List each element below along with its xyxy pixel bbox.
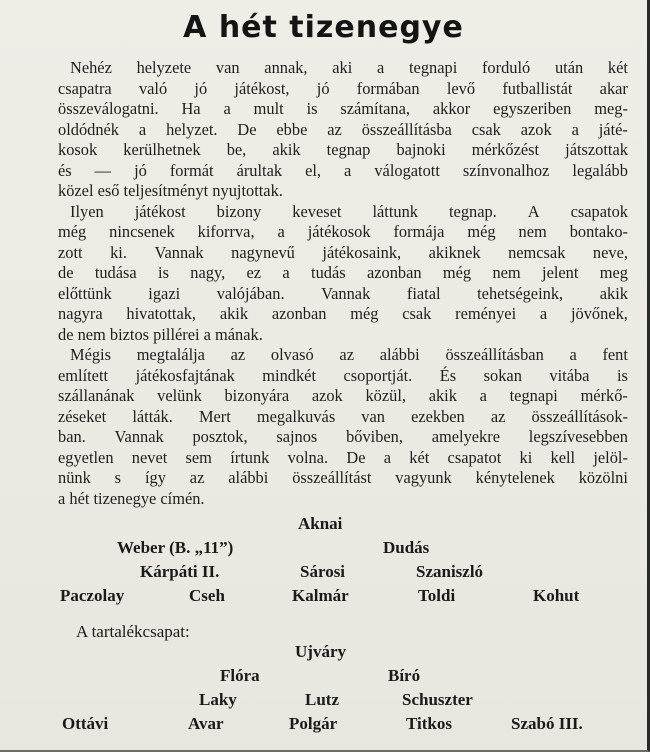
- first-team-halfback: Sárosi: [300, 562, 346, 581]
- reserve-team-forward: Szabó III.: [511, 714, 583, 733]
- article-line: ban. Vannak posztok, sajnos bőviben, amelyekre legszívesebben: [58, 427, 628, 446]
- article-line: még nincsenek kiforrva, a játékosok formája még nem bontako-: [58, 222, 628, 241]
- article-line: zott ki. Vannak nagynevű játékosaink, akiknek nemcsak neve,: [58, 242, 628, 262]
- first-team-goalkeeper: Aknai: [298, 514, 343, 533]
- article-line: említett játékosfajtának mindkét csoportját. És sokan vitába is: [58, 365, 628, 385]
- article-line: és — jó formát árultak el, a válogatott színvonalhoz legalább: [58, 160, 628, 180]
- article-line: de nem biztos pillérei a mának.: [58, 324, 263, 344]
- article-line: zéseket látták. Mert megalkuvás van ezekben az összeállítások-: [58, 406, 628, 426]
- reserve-team-forward: Avar: [188, 714, 224, 733]
- reserve-team-halfback: Laky: [199, 690, 237, 709]
- first-team-halfback: Szaniszló: [416, 562, 484, 581]
- reserve-team-heading: A tartalékcsapat:: [76, 622, 190, 641]
- article-line: csapatra való jó játékost, jó formában levő futballistát akar: [58, 78, 628, 98]
- reserve-team-goalkeeper: Ujváry: [295, 642, 346, 661]
- reserve-team-forward: Titkos: [406, 714, 452, 733]
- reserve-team-halfback: Schuszter: [402, 690, 473, 709]
- article-line: Ilyen játékost bizony keveset láttunk tegnap. A csapatok: [70, 201, 628, 221]
- first-team-back: Weber (B. „11”): [117, 538, 234, 557]
- reserve-team-forward: Ottávi: [62, 714, 109, 733]
- reserve-team-halfback: Lutz: [305, 690, 339, 709]
- first-team-forward: Toldi: [418, 586, 456, 605]
- article-line: oldódnék a helyzet. De ebbe az összeállításba csak azok a játé-: [58, 119, 628, 139]
- article-line: összeválogatni. Ha a mult is számítana, akkor egyszeriben meg-: [58, 99, 628, 118]
- article-line: Nehéz helyzete van annak, aki a tegnapi forduló után két: [70, 58, 628, 77]
- article-line: előttünk igazi valójában. Vannak fiatal tehetségeink, akik: [58, 283, 628, 303]
- article-line: kosok kerülhetnek be, akik tegnap bajnoki mérkőzést játszottak: [58, 140, 628, 159]
- article-line: egyetlen nevet sem írtunk volna. De a két csapatot ki kell jelöl-: [58, 447, 628, 467]
- first-team-forward: Paczolay: [60, 586, 125, 605]
- first-team-back: Dudás: [383, 538, 430, 557]
- article-line: Mégis megtalálja az olvasó az alábbi összeállításban a fent: [70, 345, 628, 364]
- article-title: A hét tizenegye: [183, 10, 464, 45]
- reserve-team-back: Flóra: [220, 666, 260, 685]
- article-line: nagyra hivatottak, akik azonban még csak reményei a jövőnek,: [58, 304, 628, 323]
- reserve-team-back: Bíró: [388, 666, 421, 685]
- first-team-halfback: Kárpáti II.: [140, 562, 220, 581]
- article-line: de tudása is nagy, ez a tudás azonban még nem jelent meg: [58, 263, 628, 282]
- first-team-forward: Kohut: [533, 586, 580, 605]
- article-line: közel eső teljesítményt nyujtottak.: [58, 181, 283, 200]
- first-team-forward: Cseh: [189, 586, 225, 605]
- article-line: a hét tizenegye címén.: [58, 488, 205, 508]
- first-team-forward: Kalmár: [292, 586, 349, 605]
- article-line: nünk s így az alábbi összeállítást vagyunk kénytelenek közölni: [58, 468, 628, 487]
- article-line: szállanának velünk bizonyára azok közül, akik a tegnapi mérkő-: [58, 386, 628, 405]
- reserve-team-forward: Polgár: [289, 714, 338, 733]
